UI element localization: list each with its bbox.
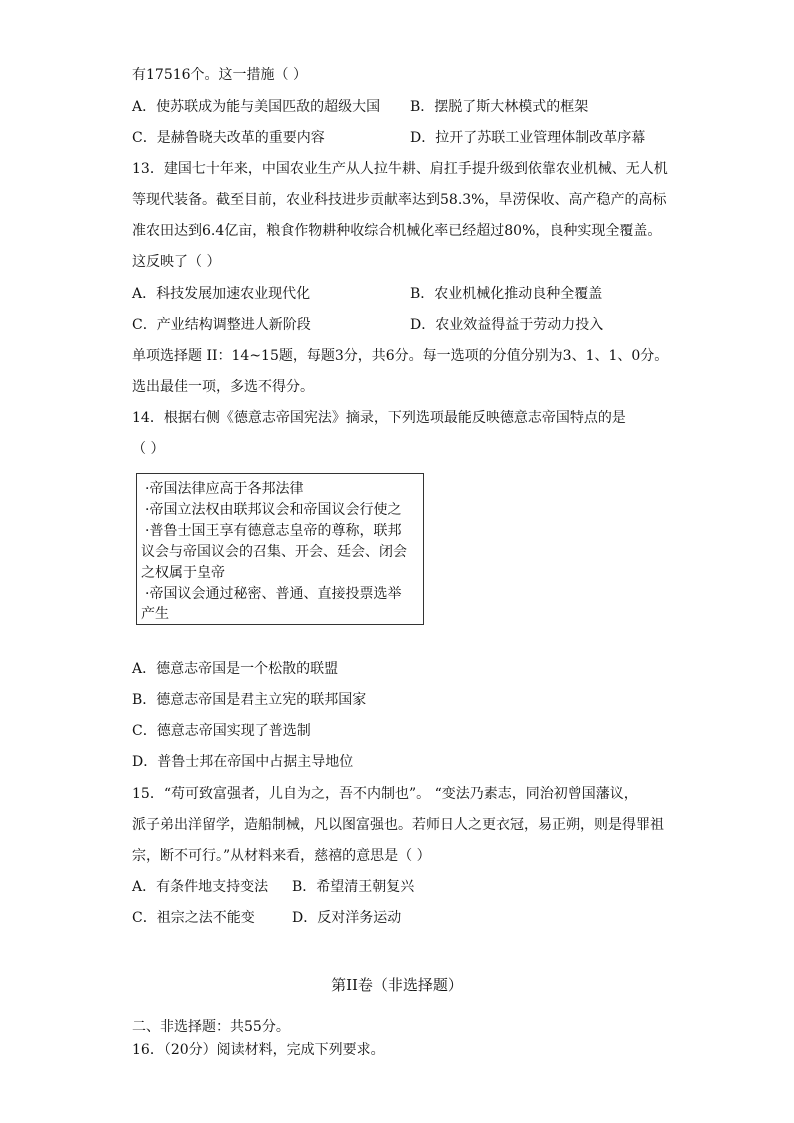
q13-stem-line2: 等现代装备。截至目前，农业科技进步贡献率达到58.3%，旱涝保收、高产稳产的高标 [132,192,667,208]
q15-stem-line3: 宗，断不可行。”从材料来看，慈禧的意思是（ ） [132,848,431,864]
excerpt-line: 议会与帝国议会的召集、开会、廷会、闭会 [141,544,407,560]
excerpt-line: ·帝国议会通过秘密、普通、直接投票选举 [145,586,402,602]
q12-option-b: B．摆脱了斯大林模式的框架 [410,99,589,115]
q13-option-c: C．产业结构调整进人新阶段 [132,317,311,333]
q16-stem: 16．（20分）阅读材料，完成下列要求。 [132,1042,385,1058]
q12-option-c: C．是赫鲁晓夫改革的重要内容 [132,130,325,146]
q15-stem-line2: 派子弟出洋留学，造船制械，凡以图富强也。若师日人之更衣冠，易正朔，则是得罪祖 [132,817,664,833]
q13-stem-line1: 13．建国七十年来，中国农业生产从人拉牛耕、肩扛手提升级到依靠农业机械、无人机 [132,161,668,177]
excerpt-line: 产生 [141,606,169,622]
q13-option-d: D．农业效益得益于劳动力投入 [410,317,604,333]
excerpt-line: ·普鲁士国王享有德意志皇帝的尊称，联邦 [145,523,402,539]
section2-instructions-line1: 单项选择题 II：14~15题，每题3分，共6分。每一选项的分值分别为3、1、1、0分。 [132,348,669,364]
q13-option-b: B．农业机械化推动良种全覆盖 [410,286,603,302]
q14-option-b: B．德意志帝国是君主立宪的联邦国家 [132,692,367,708]
section2-instructions-line2: 选出最佳一项，多选不得分。 [132,379,314,395]
q13-stem-line4: 这反映了（ ） [132,254,221,270]
q15-option-d: D．反对洋务运动 [292,910,402,926]
q15-stem-line1: 15．“苟可致富强者，儿自为之，吾不内制也”。 “变法乃素志，同治初曾国藩议， [132,786,638,802]
q15-option-c: C．祖宗之法不能变 [132,910,255,926]
excerpt-line: ·帝国法律应高于各邦法律 [145,481,304,497]
q14-option-a: A．德意志帝国是一个松散的联盟 [132,661,339,677]
q14-option-c: C．德意志帝国实现了普选制 [132,723,311,739]
q15-option-b: B．希望清王朝复兴 [292,879,415,895]
part2-title: 第II卷（非选择题） [331,976,463,994]
q14-stem-line2: （ ） [132,441,165,457]
constitution-excerpt-box [136,473,424,625]
q13-option-a: A．科技发展加速农业现代化 [132,286,311,302]
excerpt-line: 之权属于皇帝 [141,565,225,581]
q14-option-d: D．普鲁士邦在帝国中占据主导地位 [132,754,354,770]
q12-option-a: A．使苏联成为能与美国匹敌的超级大国 [132,99,381,115]
q14-stem-line1: 14．根据右侧《德意志帝国宪法》摘录，下列选项最能反映德意志帝国特点的是 [132,410,626,426]
q13-stem-line3: 准农田达到6.4亿亩，粮食作物耕种收综合机械化率已经超过80%，良种实现全覆盖。 [132,223,662,239]
part2-heading: 二、非选择题：共55分。 [132,1019,290,1035]
q12-option-d: D．拉开了苏联工业管理体制改革序幕 [410,130,646,146]
excerpt-line: ·帝国立法权由联邦议会和帝国议会行使之 [145,502,402,518]
q12-tail: 有17516个。这一措施（ ） [132,67,307,83]
q15-option-a: A．有条件地支持变法 [132,879,269,895]
